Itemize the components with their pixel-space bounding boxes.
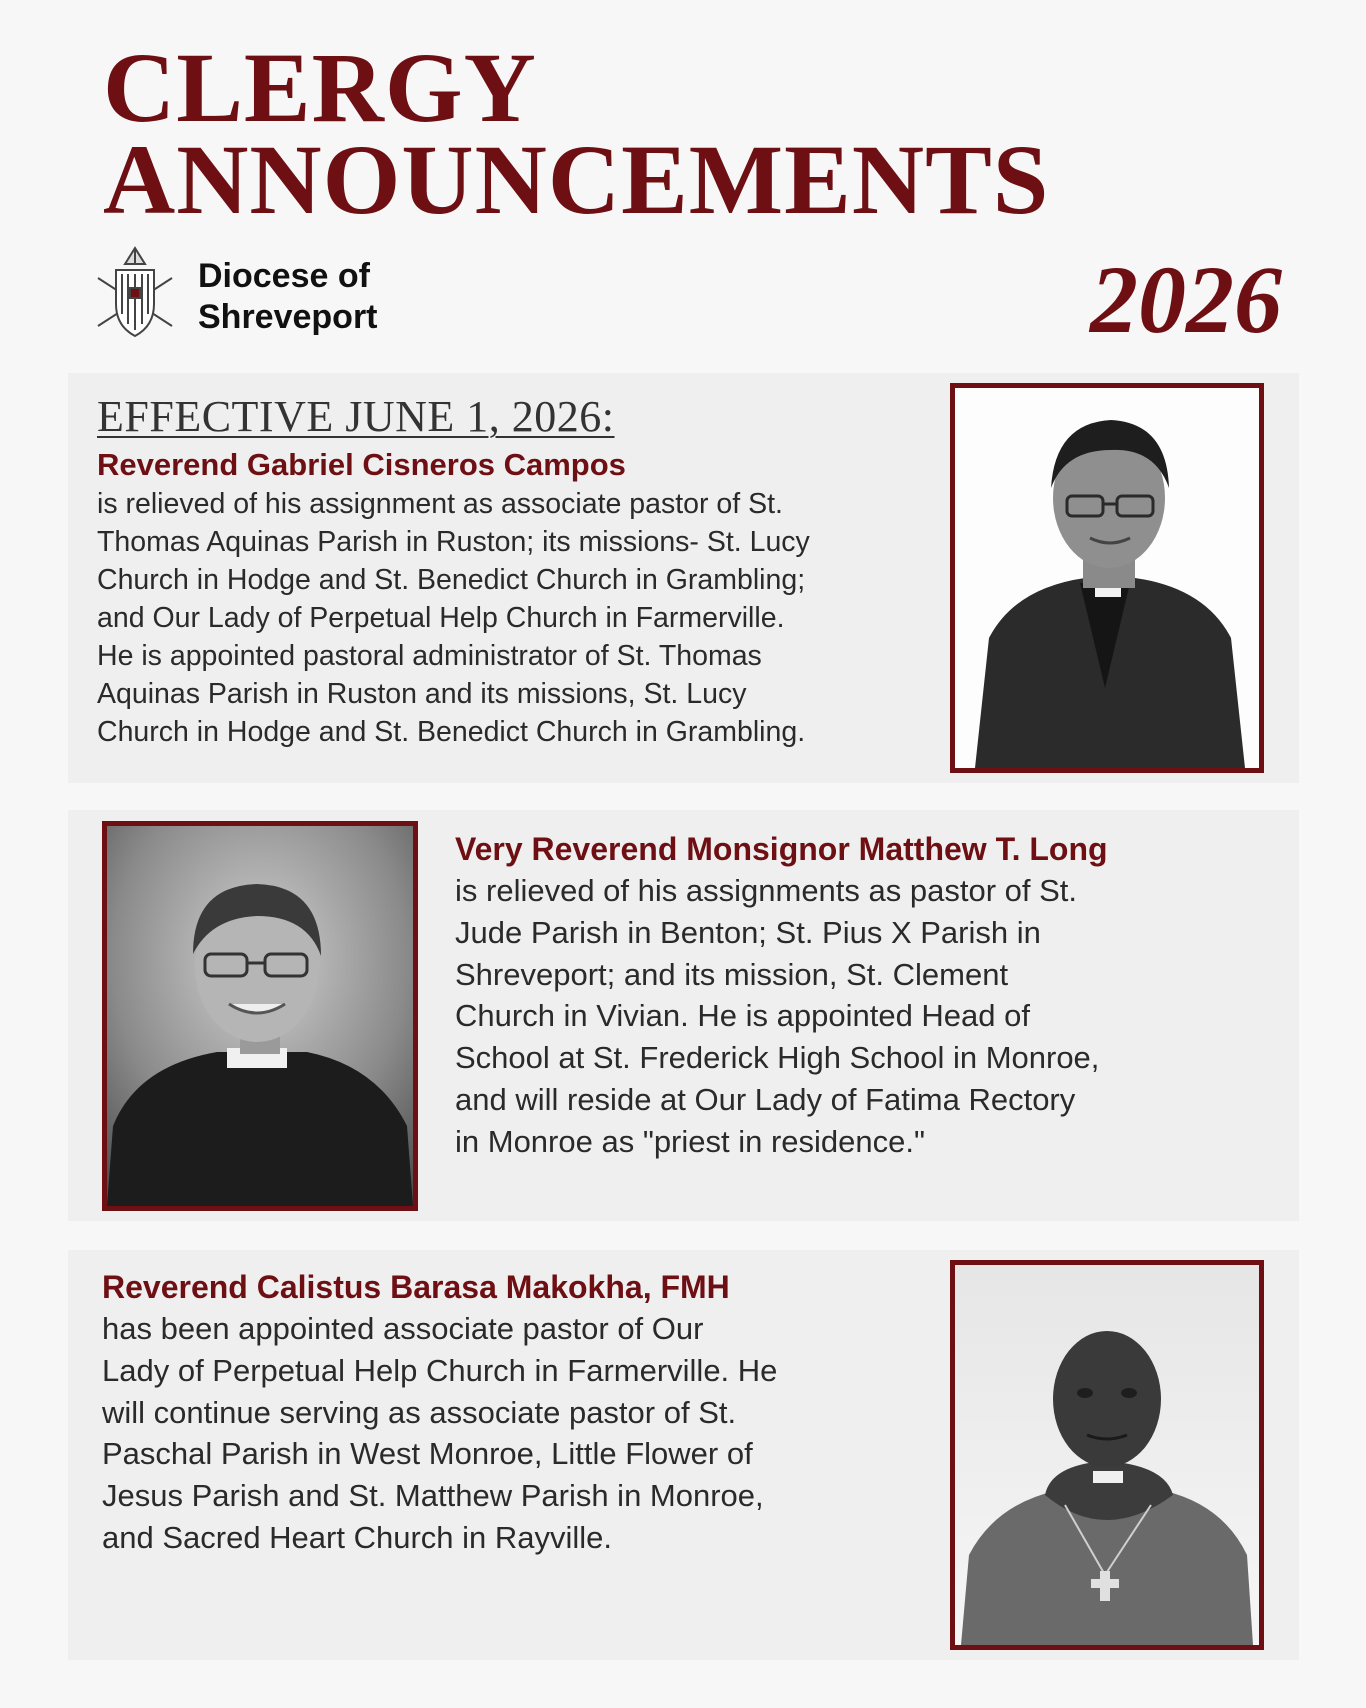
clergy-photo xyxy=(950,383,1264,773)
page-title xyxy=(103,32,1050,235)
effective-date-heading: EFFECTIVE JUNE 1, 2026: xyxy=(97,392,615,441)
announcement-text: is relieved of his assignment as associate pastor of St. Thomas Aquinas Parish in Ruston; its missions- St. Lucy Church in Hodge and St. Benedict Church in Grambling; and Our Lady of Perpetual Help Church in Farmerville. He is appointed pastoral administrator of St. Thomas Aquinas Parish in Ruston and its missions, St. Lucy Church in Hodge and St. Benedict Church in Grambling. xyxy=(97,488,810,748)
title-line-1: CLERGY xyxy=(103,32,537,143)
announcement-text: has been appointed associate pastor of Our Lady of Perpetual Help Church in Farmerville. He will continue serving as associate pastor of St. Paschal Parish in West Monroe, Little Flower of Jesus Parish and St. Matthew Parish in Monroe, and Sacred Heart Church in Rayville. xyxy=(102,1311,778,1555)
diocese-line-2: Shreveport xyxy=(198,298,378,336)
clergy-name: Reverend Calistus Barasa Makokha, FMH xyxy=(102,1269,730,1305)
announcement-card-1 xyxy=(68,373,1299,783)
title-line-2: ANNOUNCEMENTS xyxy=(103,124,1050,235)
diocese-line-1: Diocese of xyxy=(198,257,370,295)
diocese-coat-of-arms-logo xyxy=(92,244,178,340)
clergy-name: Very Reverend Monsignor Matthew T. Long xyxy=(455,831,1108,867)
year-label: 2026 xyxy=(1090,246,1282,353)
clergy-name: Reverend Gabriel Cisneros Campos xyxy=(97,447,626,482)
diocese-name xyxy=(198,256,378,338)
announcement-text: is relieved of his assignments as pastor of St. Jude Parish in Benton; St. Pius X Parish in Shreveport; and its mission, St. Clement Church in Vivian. He is appointed Head of School at St. Frederick High School in Monroe, and will reside at Our Lady of Fatima Rectory in Monroe as "priest in residence." xyxy=(455,873,1100,1159)
clergy-photo xyxy=(950,1260,1264,1650)
announcement-card-3 xyxy=(68,1250,1299,1660)
clergy-photo xyxy=(102,821,418,1211)
announcement-card-2 xyxy=(68,810,1299,1221)
